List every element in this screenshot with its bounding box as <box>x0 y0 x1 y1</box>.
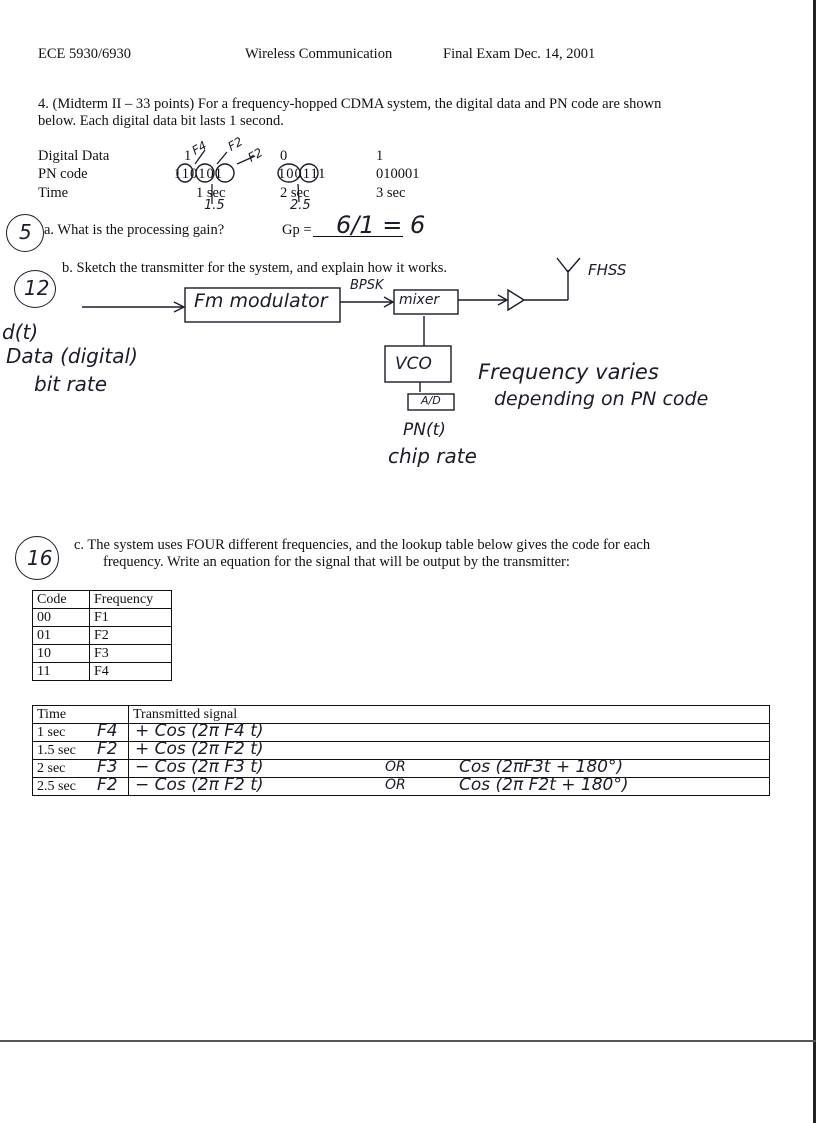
score-part-b: 12 <box>16 268 60 308</box>
note-line2: depending on PN code <box>494 388 709 410</box>
tx-or: OR <box>385 777 406 793</box>
tx-freq: F2 <box>97 739 118 759</box>
tx-time-value: 2 sec <box>37 761 66 776</box>
tx-freq: F4 <box>97 721 118 741</box>
lookup-frequency: F2 <box>90 627 172 645</box>
tx-signal-cell <box>129 775 770 796</box>
ad-label: A/D <box>421 394 441 407</box>
tx-or: OR <box>385 759 406 775</box>
table-row <box>33 609 172 627</box>
tx-time-value: 1 sec <box>37 725 66 740</box>
data-bit-1: 1 <box>184 148 192 164</box>
transmitted-signal-table <box>32 705 770 796</box>
vco-label: VCO <box>395 354 432 374</box>
pn-code-1: 110101 <box>174 166 223 182</box>
lookup-header-code: Code <box>33 591 90 609</box>
time-1: 1 sec <box>196 185 226 201</box>
gp-answer: 6/1 = 6 <box>336 211 426 239</box>
score-part-c: 16 <box>17 534 63 580</box>
mixer-label: mixer <box>399 292 440 308</box>
table-row <box>33 591 172 609</box>
table-row <box>33 645 172 663</box>
frequency-lookup-table <box>32 590 172 681</box>
lookup-code: 01 <box>33 627 90 645</box>
lookup-code: 00 <box>33 609 90 627</box>
part-c-line1: c. The system uses FOUR different frequencies, and the lookup table below gives the code for each <box>74 537 651 553</box>
label-pn-code: PN code <box>38 166 88 182</box>
annot-time-1-5: 1.5 <box>204 198 225 213</box>
score-part-a: 5 <box>8 212 48 252</box>
tx-freq: F3 <box>97 757 118 777</box>
tx-freq: F2 <box>97 775 118 795</box>
lookup-frequency: F1 <box>90 609 172 627</box>
tx-time-value: 1.5 sec <box>37 743 76 758</box>
label-digital-data: Digital Data <box>38 148 110 164</box>
part-a-question: a. What is the processing gain? <box>44 222 225 238</box>
pn-code-2: 100111 <box>278 166 327 182</box>
chip-rate-label: chip rate <box>388 444 477 468</box>
input-data-label: Data (digital) <box>6 344 138 368</box>
annot-f4: F4 <box>189 138 210 158</box>
tx-signal: + Cos (2π F2 t) <box>135 739 264 759</box>
question-text-line2: below. Each digital data bit lasts 1 second. <box>38 113 284 129</box>
table-row <box>33 627 172 645</box>
input-dt-label: d(t) <box>2 320 39 344</box>
question-text-line1: 4. (Midterm II – 33 points) For a frequency-hopped CDMA system, the digital data and PN code are shown <box>38 96 662 112</box>
input-rate-label: bit rate <box>34 372 108 396</box>
exam-date: Final Exam Dec. 14, 2001 <box>443 46 596 62</box>
data-bit-2: 0 <box>280 148 288 164</box>
gp-label: Gp = <box>282 222 312 238</box>
pn-t-label: PN(t) <box>403 420 446 440</box>
lookup-frequency: F4 <box>90 663 172 681</box>
course-subject: Wireless Communication <box>245 46 393 62</box>
page-bottom-edge <box>0 1040 816 1042</box>
table-row <box>33 778 770 796</box>
bpsk-label: BPSK <box>350 278 384 293</box>
annot-time-2-5: 2.5 <box>290 198 311 213</box>
fhss-label: FHSS <box>588 261 627 279</box>
tx-time <box>33 775 129 796</box>
note-line1: Frequency varies <box>478 360 659 384</box>
annot-f2-a: F2 <box>225 134 246 154</box>
tx-time-value: 2.5 sec <box>37 779 76 794</box>
table-row <box>33 663 172 681</box>
time-3: 3 sec <box>376 185 406 201</box>
lookup-code: 10 <box>33 645 90 663</box>
tx-header-signal: Transmitted signal <box>129 706 770 724</box>
tx-header-time: Time <box>33 706 129 724</box>
tx-signal-alt: Cos (2π F2t + 180°) <box>459 775 629 795</box>
annot-f2-b: F2 <box>245 145 266 165</box>
lookup-header-frequency: Frequency <box>90 591 172 609</box>
tx-signal: − Cos (2π F3 t) <box>135 757 264 777</box>
tx-signal: + Cos (2π F4 t) <box>135 721 264 741</box>
part-c-line2: frequency. Write an equation for the signal that will be output by the transmitter: <box>103 554 570 570</box>
lookup-frequency: F3 <box>90 645 172 663</box>
tx-signal-alt: Cos (2πF3t + 180°) <box>459 757 624 777</box>
data-bit-3: 1 <box>376 148 384 164</box>
course-code: ECE 5930/6930 <box>38 46 132 62</box>
fm-modulator-label: Fm modulator <box>194 290 328 312</box>
part-b-question: b. Sketch the transmitter for the system, and explain how it works. <box>62 260 447 276</box>
pn-code-3: 010001 <box>376 166 420 182</box>
tx-signal: − Cos (2π F2 t) <box>135 775 264 795</box>
time-2: 2 sec <box>280 185 310 201</box>
label-time: Time <box>38 185 69 201</box>
lookup-code: 11 <box>33 663 90 681</box>
